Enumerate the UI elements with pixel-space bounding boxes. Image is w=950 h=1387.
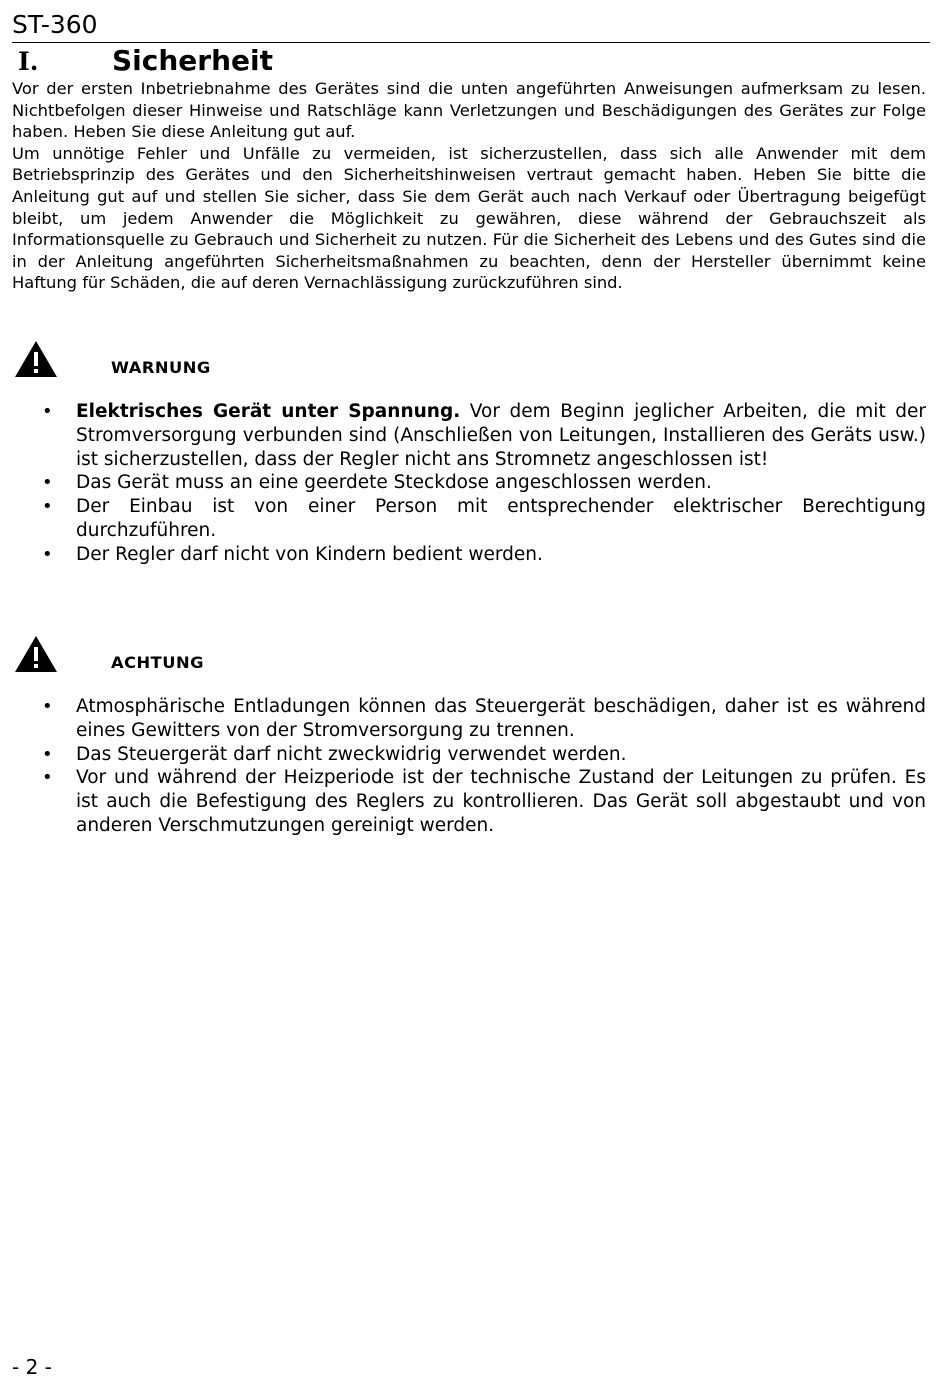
section-number: I. (18, 47, 39, 76)
list-item-text: Atmosphärische Entladungen können das Steuergerät beschädigen, daher ist es während eines Gewitters von der Stromversorgung zu trennen. (76, 696, 926, 741)
intro-paragraph: Vor der ersten Inbetriebnahme des Gerätes sind die unten angeführten Anweisungen aufmerksam zu lesen. Nichtbefolgen dieser Hinweise und Ratschläge kann Verletzungen und Beschädigungen des Gerätes zur Folge haben. Heben Sie diese Anleitung gut auf. (12, 79, 926, 142)
list-item (12, 543, 926, 567)
list-item (12, 766, 926, 837)
list-item-text: Vor und während der Heizperiode ist der technische Zustand der Leitungen zu prüfen. Es ist auch die Befestigung des Reglers zu kontrollieren. Das Gerät soll abgestaubt und von anderen Verschmutzungen gereinigt werden. (76, 767, 926, 836)
warning-list (12, 400, 926, 567)
list-item (12, 400, 926, 471)
list-item (12, 743, 926, 767)
bullet: • (42, 696, 53, 717)
bullet: • (42, 496, 53, 518)
list-item-text: Der Regler darf nicht von Kindern bedient werden. (76, 543, 543, 565)
bullet: • (42, 743, 53, 765)
list-item-text: Das Steuergerät darf nicht zweckwidrig verwendet werden. (76, 743, 627, 765)
warning-label: WARNUNG (111, 358, 211, 377)
list-item (12, 695, 926, 743)
bullet: • (42, 401, 53, 422)
bullet: • (42, 472, 53, 494)
intro-text (12, 78, 926, 294)
list-item (12, 471, 926, 495)
document-model-title: ST-360 (12, 10, 98, 39)
intro-paragraph: Um unnötige Fehler und Unfälle zu vermeiden, ist sicherzustellen, dass sich alle Anwender mit dem Betriebsprinzip des Gerätes und den Sicherheitshinweisen vertraut gemacht haben. Heben Sie bitte die Anleitung gut auf und stellen Sie sicher, dass Sie dem Gerät auch nach Verkauf oder Übertragung beigefügt bleibt, um jedem Anwender die Möglichkeit zu gewähren, diese während der Gebrauchszeit als Informationsquelle zu Gebrauch und Sicherheit zu nutzen. Für die Sicherheit des Lebens und des Gutes sind die in der Anleitung angeführten Sicherheitsmaßnahmen zu beachten, denn der Hersteller übernimmt keine Haftung für Schäden, die auf deren Vernachlässigung zurückzuführen sind. (12, 143, 926, 293)
caution-triangle-icon (14, 635, 58, 673)
warning-emphasis: Elektrisches Gerät unter Spannung. (76, 401, 461, 422)
page-number: - 2 - (12, 1355, 52, 1379)
caution-list (12, 695, 926, 838)
warning-triangle-icon (14, 340, 58, 378)
caution-label: ACHTUNG (111, 653, 204, 672)
list-item-text: Der Einbau ist von einer Person mit entsprechender elektrischer Berechtigung durchzuführen. (76, 496, 926, 541)
section-title: Sicherheit (112, 44, 273, 77)
page-header (12, 9, 930, 43)
list-item-text: Das Gerät muss an eine geerdete Steckdose angeschlossen werden. (76, 472, 712, 494)
bullet: • (42, 767, 53, 789)
list-item (12, 495, 926, 543)
bullet: • (42, 543, 53, 565)
list-item-text: Vor dem Beginn jeglicher Arbeiten, die mit der Stromversorgung verbunden sind (Anschließen von Leitungen, Installieren des Geräts usw.) ist sicherzustellen, dass der Regler nicht ans Stromnetz angeschlossen ist! (76, 401, 926, 470)
